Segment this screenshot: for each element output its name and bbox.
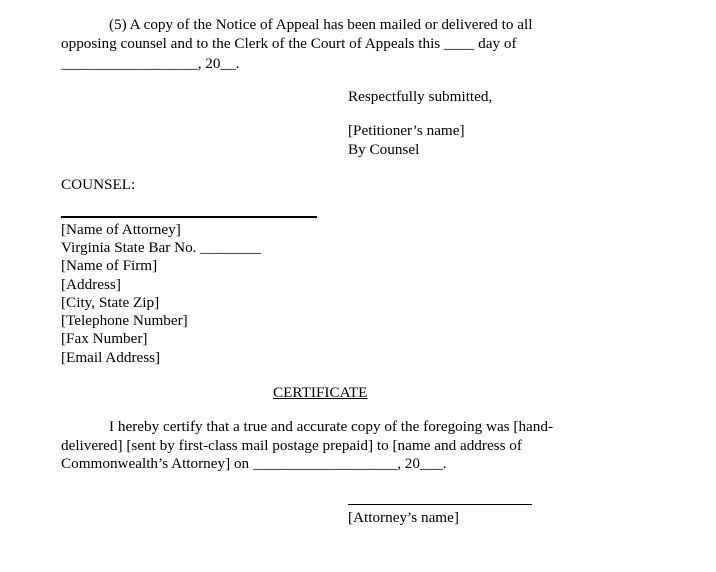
- certificate-line-1: I hereby certify that a true and accurate copy of the foregoing was [hand-: [109, 418, 554, 435]
- paragraph-5-line-2: opposing counsel and to the Clerk of the Court of Appeals this ____ day of: [61, 35, 517, 52]
- state-bar-number: Virginia State Bar No. ________: [61, 239, 262, 256]
- attorney-name-signature: [Attorney’s name]: [348, 509, 459, 526]
- firm-name: [Name of Firm]: [61, 257, 158, 274]
- by-counsel: By Counsel: [348, 141, 420, 158]
- telephone-number: [Telephone Number]: [61, 312, 188, 329]
- address: [Address]: [61, 276, 121, 293]
- respectfully-submitted: Respectfully submitted,: [348, 88, 493, 105]
- email-address: [Email Address]: [61, 349, 161, 366]
- certificate-line-3: Commonwealth’s Attorney] on ___________________, 20___.: [61, 455, 447, 472]
- city-state-zip: [City, State Zip]: [61, 294, 160, 311]
- paragraph-5-line-1: (5) A copy of the Notice of Appeal has been mailed or delivered to all: [109, 16, 533, 33]
- petitioner-name: [Petitioner’s name]: [348, 122, 465, 139]
- attorney-name: [Name of Attorney]: [61, 221, 181, 238]
- certificate-heading: CERTIFICATE: [273, 384, 368, 401]
- attorney-signature-line: [348, 504, 532, 505]
- fax-number: [Fax Number]: [61, 330, 148, 347]
- counsel-heading: COUNSEL:: [61, 176, 136, 193]
- paragraph-5-line-3: __________________, 20__.: [61, 55, 240, 72]
- counsel-signature-line: [61, 216, 317, 218]
- certificate-line-2: delivered] [sent by first-class mail postage prepaid] to [name and address of: [61, 437, 522, 454]
